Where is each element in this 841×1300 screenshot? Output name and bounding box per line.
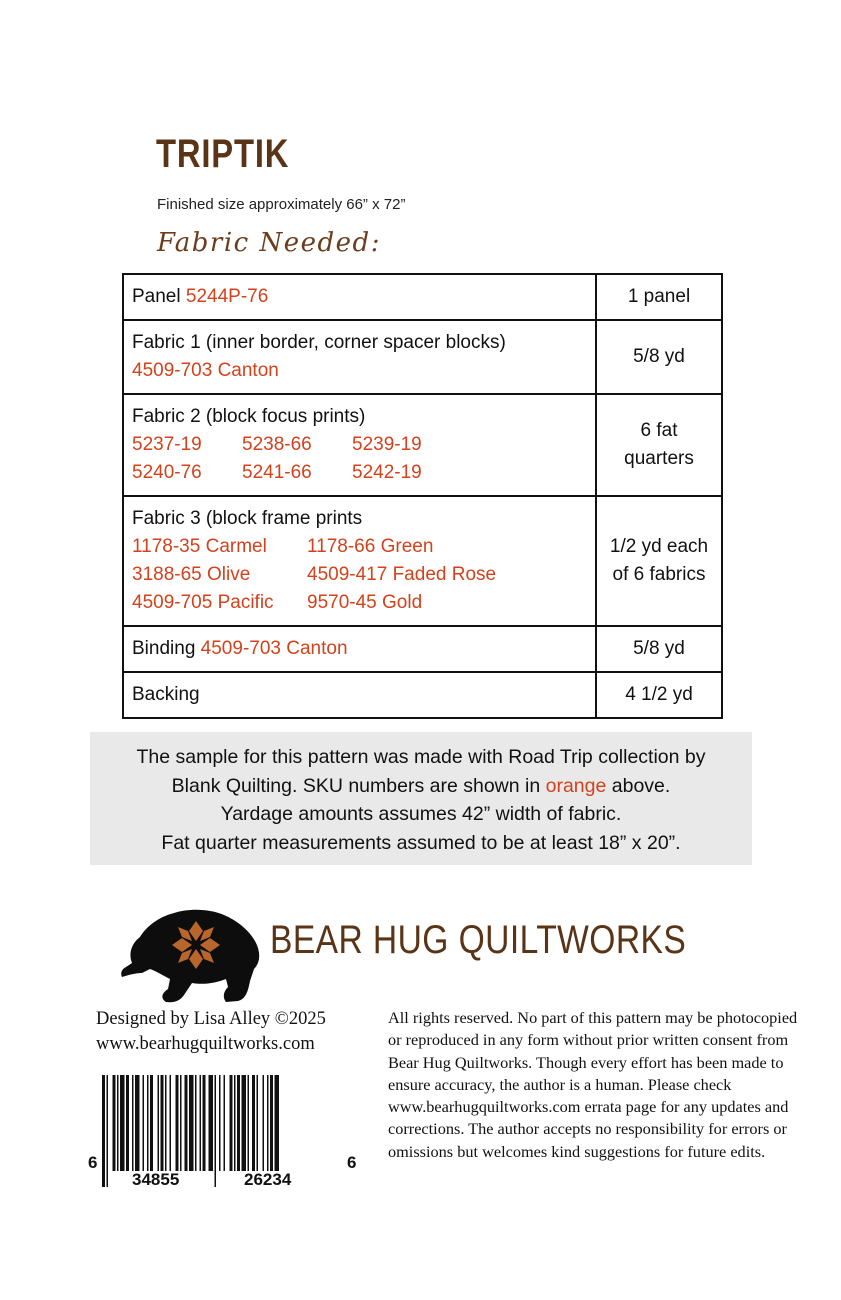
note-text: above.: [611, 774, 671, 797]
pattern-title: TRIPTIK: [156, 132, 290, 176]
barcode-bar: [170, 1075, 172, 1171]
fabric-amount: 1 panel: [596, 274, 722, 320]
fabric-description: [123, 394, 596, 496]
barcode-bar: [242, 1075, 247, 1171]
note-line: Fat quarter measurements assumed to be at least 18” x 20”.: [161, 831, 681, 854]
barcode-bar: [215, 1075, 217, 1187]
bear-logo-icon: [118, 905, 264, 1005]
fabric-label: Backing: [132, 684, 200, 705]
fabric-amount: 4 1/2 yd: [596, 672, 722, 718]
barcode-bar: [200, 1075, 202, 1171]
barcode-bar: [195, 1075, 197, 1171]
sku-code: 4509-705 Pacific: [132, 592, 274, 613]
barcode-bar: [113, 1075, 116, 1171]
sku-code: 1178-35 Carmel: [132, 536, 267, 557]
barcode-bar: [224, 1075, 226, 1171]
table-row: [123, 672, 722, 718]
barcode-bar: [219, 1075, 221, 1171]
barcode-bar: [237, 1075, 240, 1171]
barcode-bar: [117, 1075, 119, 1171]
fabric-description: [123, 672, 596, 718]
barcode-bar: [107, 1075, 109, 1187]
barcode-bar: [203, 1075, 206, 1171]
fabric-label: Fabric 1 (inner border, corner spacer blocks): [132, 332, 506, 353]
sku-list: [132, 533, 587, 617]
barcode-check-digit: 6: [347, 1153, 357, 1172]
barcode-bar: [132, 1075, 134, 1171]
barcode-bar: [176, 1075, 179, 1171]
sku-code: 5242-19: [352, 462, 422, 483]
barcode-bar: [257, 1075, 259, 1171]
fabric-label: Panel: [132, 286, 181, 307]
table-row: [123, 274, 722, 320]
barcode-right-digits: 26234: [244, 1170, 292, 1189]
barcode-bar: [234, 1075, 236, 1171]
barcode-bar: [135, 1075, 140, 1171]
sample-note: [90, 732, 752, 865]
amount-line: 6 fat: [640, 420, 678, 441]
brand-name: BEAR HUG QUILTWORKS: [270, 918, 687, 962]
fabric-description: [123, 320, 596, 394]
barcode-bar: [230, 1075, 233, 1171]
sku-code: 4509-703 Canton: [132, 360, 279, 381]
sku-code: 4509-417 Faded Rose: [307, 564, 497, 585]
barcode-bar: [165, 1075, 167, 1171]
barcode-bar: [252, 1075, 255, 1171]
fabric-amount: [596, 394, 722, 496]
sku-code: 3188-65 Olive: [132, 564, 251, 585]
barcode-bar: [275, 1075, 280, 1171]
rights-notice: All rights reserved. No part of this pattern may be photocopied or reproduced in any form without prior written consent from Bear Hug Quiltworks. Though every effort has been made to ensure accuracy, the author is a human. Please check www.bearhugquiltworks.com errata page for any updates and corrections. The author accepts no responsibility for errors or omissions but welcomes kind suggestions for future edits.: [388, 1008, 798, 1161]
barcode-left-digits: 34855: [132, 1170, 180, 1189]
table-row: [123, 496, 722, 626]
sku-code: 9570-45 Gold: [307, 592, 423, 613]
note-line: [90, 772, 752, 801]
barcode-bar: [161, 1075, 164, 1171]
barcode-bar: [185, 1075, 188, 1171]
table-row: [123, 626, 722, 672]
fabric-amount: [596, 496, 722, 626]
amount-line: 1/2 yd each: [609, 536, 709, 557]
barcode-bar: [267, 1075, 269, 1171]
fabric-label: Fabric 3 (block frame prints: [132, 508, 363, 529]
barcode-bar: [120, 1075, 125, 1171]
designer-name: Designed by Lisa Alley ©2025: [96, 1009, 326, 1029]
fabric-description: [123, 274, 596, 320]
fabric-amount: 5/8 yd: [596, 320, 722, 394]
barcode-bar: [147, 1075, 149, 1171]
barcode-bar: [150, 1075, 153, 1171]
barcode-bar: [180, 1075, 182, 1171]
fabric-table: [122, 273, 723, 719]
barcode-bars: [88, 1075, 368, 1190]
fabric-amount: 5/8 yd: [596, 626, 722, 672]
barcode-bar: [248, 1075, 250, 1171]
barcode-bar: [143, 1075, 145, 1171]
barcode-bar: [126, 1075, 129, 1171]
note-line: The sample for this pattern was made with Road Trip collection by: [136, 746, 706, 768]
barcode-lead-digit: 6: [88, 1153, 98, 1172]
fabric-description: [123, 626, 596, 672]
note-text: Blank Quilting. SKU numbers are shown in: [171, 774, 541, 797]
barcode-bar: [209, 1075, 214, 1171]
website-link[interactable]: www.bearhugquiltworks.com: [96, 1034, 315, 1054]
note-line: Yardage amounts assumes 42” width of fabric.: [220, 803, 622, 825]
barcode-bar: [158, 1075, 160, 1171]
sku-code: 4509-703 Canton: [200, 638, 348, 659]
finished-size: Finished size approximately 66” x 72”: [157, 196, 406, 213]
barcode-bar: [102, 1075, 105, 1187]
barcode-bar: [189, 1075, 194, 1171]
sku-code: 5237-19: [132, 434, 202, 455]
designer-credit: [96, 1007, 326, 1057]
sku-code: 5238-66: [242, 434, 312, 455]
fabric-description: [123, 496, 596, 626]
sku-code: 5244P-76: [185, 286, 269, 307]
amount-line: quarters: [624, 448, 694, 469]
sku-list: [132, 431, 587, 487]
fabric-label: Binding: [132, 638, 196, 659]
table-row: [123, 320, 722, 394]
fabric-needed-heading: Fabric Needed:: [157, 228, 381, 258]
fabric-label: Fabric 2 (block focus prints): [132, 406, 366, 427]
upc-barcode: [88, 1075, 368, 1190]
sku-code: 5240-76: [132, 462, 202, 483]
sku-code: 5241-66: [242, 462, 312, 483]
table-row: [123, 394, 722, 496]
barcode-bar: [263, 1075, 265, 1171]
sku-code: 5239-19: [352, 434, 422, 455]
barcode-bar: [270, 1075, 273, 1171]
sku-code: 1178-66 Green: [307, 536, 434, 557]
amount-line: of 6 fabrics: [612, 564, 706, 585]
note-orange-word: orange: [545, 774, 607, 797]
